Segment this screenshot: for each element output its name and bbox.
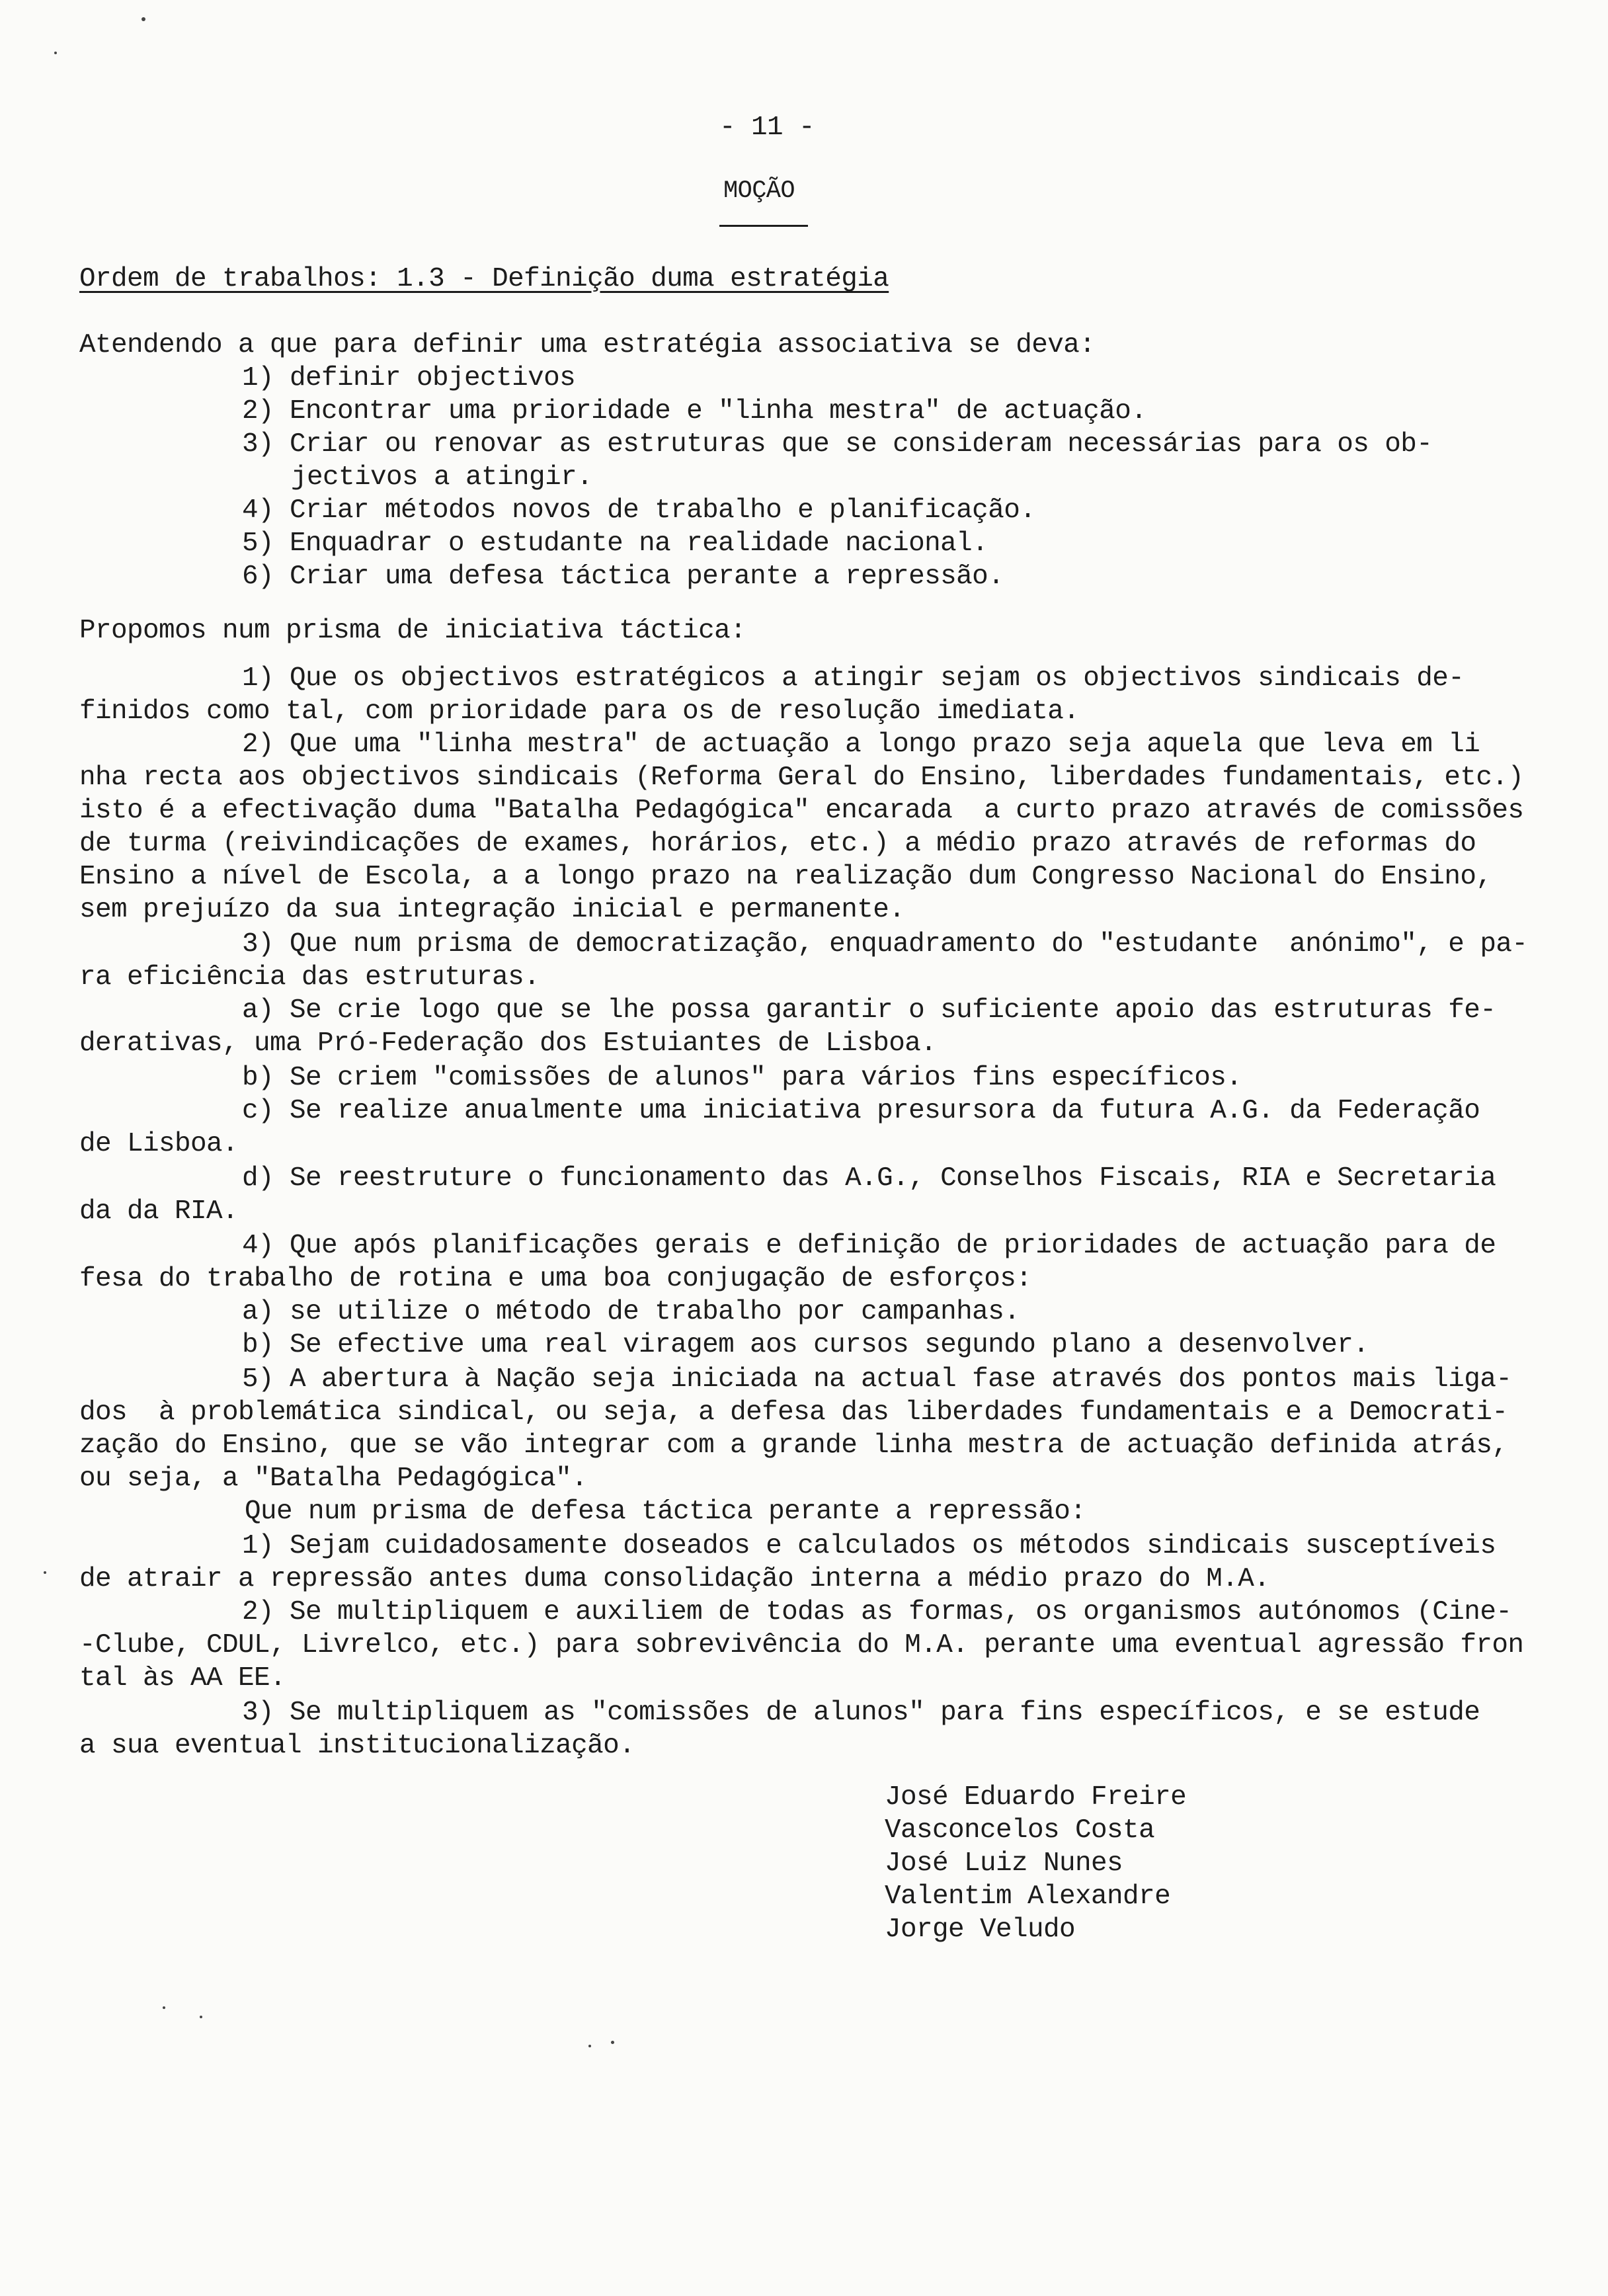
body-line: tal às AA EE. bbox=[79, 1663, 286, 1694]
body-line: 5) A abertura à Nação seja iniciada na actual fase através dos pontos mais liga- bbox=[242, 1364, 1512, 1395]
agenda-heading: Ordem de trabalhos: 1.3 - Definição duma estratégia bbox=[79, 264, 889, 294]
signature-line: Jorge Veludo bbox=[885, 1914, 1076, 1945]
paper-speck bbox=[54, 52, 57, 54]
body-line: a sua eventual institucionalização. bbox=[79, 1731, 635, 1761]
body-line: sem prejuízo da sua integração inicial e permanente. bbox=[79, 895, 905, 925]
body-line: nha recta aos objectivos sindicais (Reforma Geral do Ensino, liberdades fundamentais, etc.) bbox=[79, 762, 1524, 793]
body-line: de atrair a repressão antes duma consolidação interna a médio prazo do M.A. bbox=[79, 1564, 1270, 1594]
body-line: finidos como tal, com prioridade para os de resolução imediata. bbox=[79, 696, 1080, 727]
page-number: - 11 - bbox=[719, 112, 815, 143]
signature-line: Valentim Alexandre bbox=[885, 1881, 1171, 1912]
title-underline bbox=[719, 225, 808, 227]
intro-item: 1) definir objectivos bbox=[242, 363, 576, 393]
body-line: 3) Que num prisma de democratização, enquadramento do "estudante anónimo", e pa- bbox=[242, 929, 1528, 960]
body-line: da da RIA. bbox=[79, 1196, 239, 1227]
body-line: 1) Que os objectivos estratégicos a atingir sejam os objectivos sindicais de- bbox=[242, 663, 1465, 694]
body-line: Que num prisma de defesa táctica perante a repressão: bbox=[245, 1496, 1086, 1527]
body-line: ou seja, a "Batalha Pedagógica". bbox=[79, 1463, 588, 1494]
body-line: -Clube, CDUL, Livrelco, etc.) para sobrevivência do M.A. perante uma eventual agressão fron bbox=[79, 1630, 1524, 1660]
body-line: 1) Sejam cuidadosamente doseados e calculados os métodos sindicais susceptíveis bbox=[242, 1531, 1496, 1561]
intro-item: 3) Criar ou renovar as estruturas que se consideram necessárias para os ob- bbox=[242, 429, 1433, 460]
signature-line: José Eduardo Freire bbox=[885, 1782, 1187, 1813]
body-line: c) Se realize anualmente uma iniciativa presursora da futura A.G. da Federação bbox=[242, 1096, 1480, 1126]
body-line: 3) Se multipliquem as "comissões de alunos" para fins específicos, e se estude bbox=[242, 1698, 1480, 1728]
body-line: fesa do trabalho de rotina e uma boa conjugação de esforços: bbox=[79, 1264, 1032, 1294]
body-line: de turma (reivindicações de exames, horários, etc.) a médio prazo através de reformas do bbox=[79, 829, 1476, 859]
intro-text: Atendendo a que para definir uma estratégia associativa se deva: bbox=[79, 330, 1096, 360]
body-line: 4) Que após planificações gerais e definição de prioridades de actuação para de bbox=[242, 1231, 1496, 1261]
body-line: zação do Ensino, que se vão integrar com a grande linha mestra de actuação definida atrás, bbox=[79, 1430, 1508, 1461]
paper-speck bbox=[44, 1571, 46, 1574]
body-line: isto é a efectivação duma "Batalha Pedagógica" encarada a curto prazo através de comissões bbox=[79, 796, 1524, 826]
signature-line: José Luiz Nunes bbox=[885, 1848, 1123, 1879]
body-line: derativas, uma Pró-Federação dos Estuiantes de Lisboa. bbox=[79, 1028, 937, 1059]
intro-item: 2) Encontrar uma prioridade e "linha mestra" de actuação. bbox=[242, 396, 1147, 427]
paper-speck bbox=[163, 2006, 165, 2009]
body-line: a) Se crie logo que se lhe possa garantir o suficiente apoio das estruturas fe- bbox=[242, 995, 1496, 1026]
body-line: b) Se criem "comissões de alunos" para vários fins específicos. bbox=[242, 1063, 1242, 1093]
body-line: d) Se reestruture o funcionamento das A.G., Conselhos Fiscais, RIA e Secretaria bbox=[242, 1163, 1496, 1194]
proposal-intro: Propomos num prisma de iniciativa táctica: bbox=[79, 616, 746, 646]
body-line: ra eficiência das estruturas. bbox=[79, 962, 540, 993]
body-line: b) Se efective uma real viragem aos cursos segundo plano a desenvolver. bbox=[242, 1330, 1369, 1360]
paper-speck bbox=[611, 2041, 614, 2044]
body-line: a) se utilize o método de trabalho por campanhas. bbox=[242, 1297, 1020, 1327]
body-line: Ensino a nível de Escola, a a longo prazo na realização dum Congresso Nacional do Ensino, bbox=[79, 862, 1492, 892]
body-line: 2) Que uma "linha mestra" de actuação a longo prazo seja aquela que leva em li bbox=[242, 729, 1480, 760]
intro-item: 6) Criar uma defesa táctica perante a repressão. bbox=[242, 561, 1004, 592]
signature-line: Vasconcelos Costa bbox=[885, 1815, 1155, 1846]
body-line: dos à problemática sindical, ou seja, a defesa das liberdades fundamentais e a Democrati- bbox=[79, 1397, 1508, 1428]
paper-speck bbox=[141, 17, 145, 21]
body-line: de Lisboa. bbox=[79, 1129, 239, 1159]
intro-item: jectivos a atingir. bbox=[291, 462, 593, 493]
intro-item: 4) Criar métodos novos de trabalho e planificação. bbox=[242, 495, 1036, 526]
intro-item: 5) Enquadrar o estudante na realidade nacional. bbox=[242, 528, 988, 559]
paper-speck bbox=[588, 2045, 591, 2047]
body-line: 2) Se multipliquem e auxiliem de todas as formas, os organismos autónomos (Cine- bbox=[242, 1597, 1512, 1627]
paper-speck bbox=[200, 2016, 202, 2018]
page-title: MOÇÃO bbox=[723, 177, 795, 205]
